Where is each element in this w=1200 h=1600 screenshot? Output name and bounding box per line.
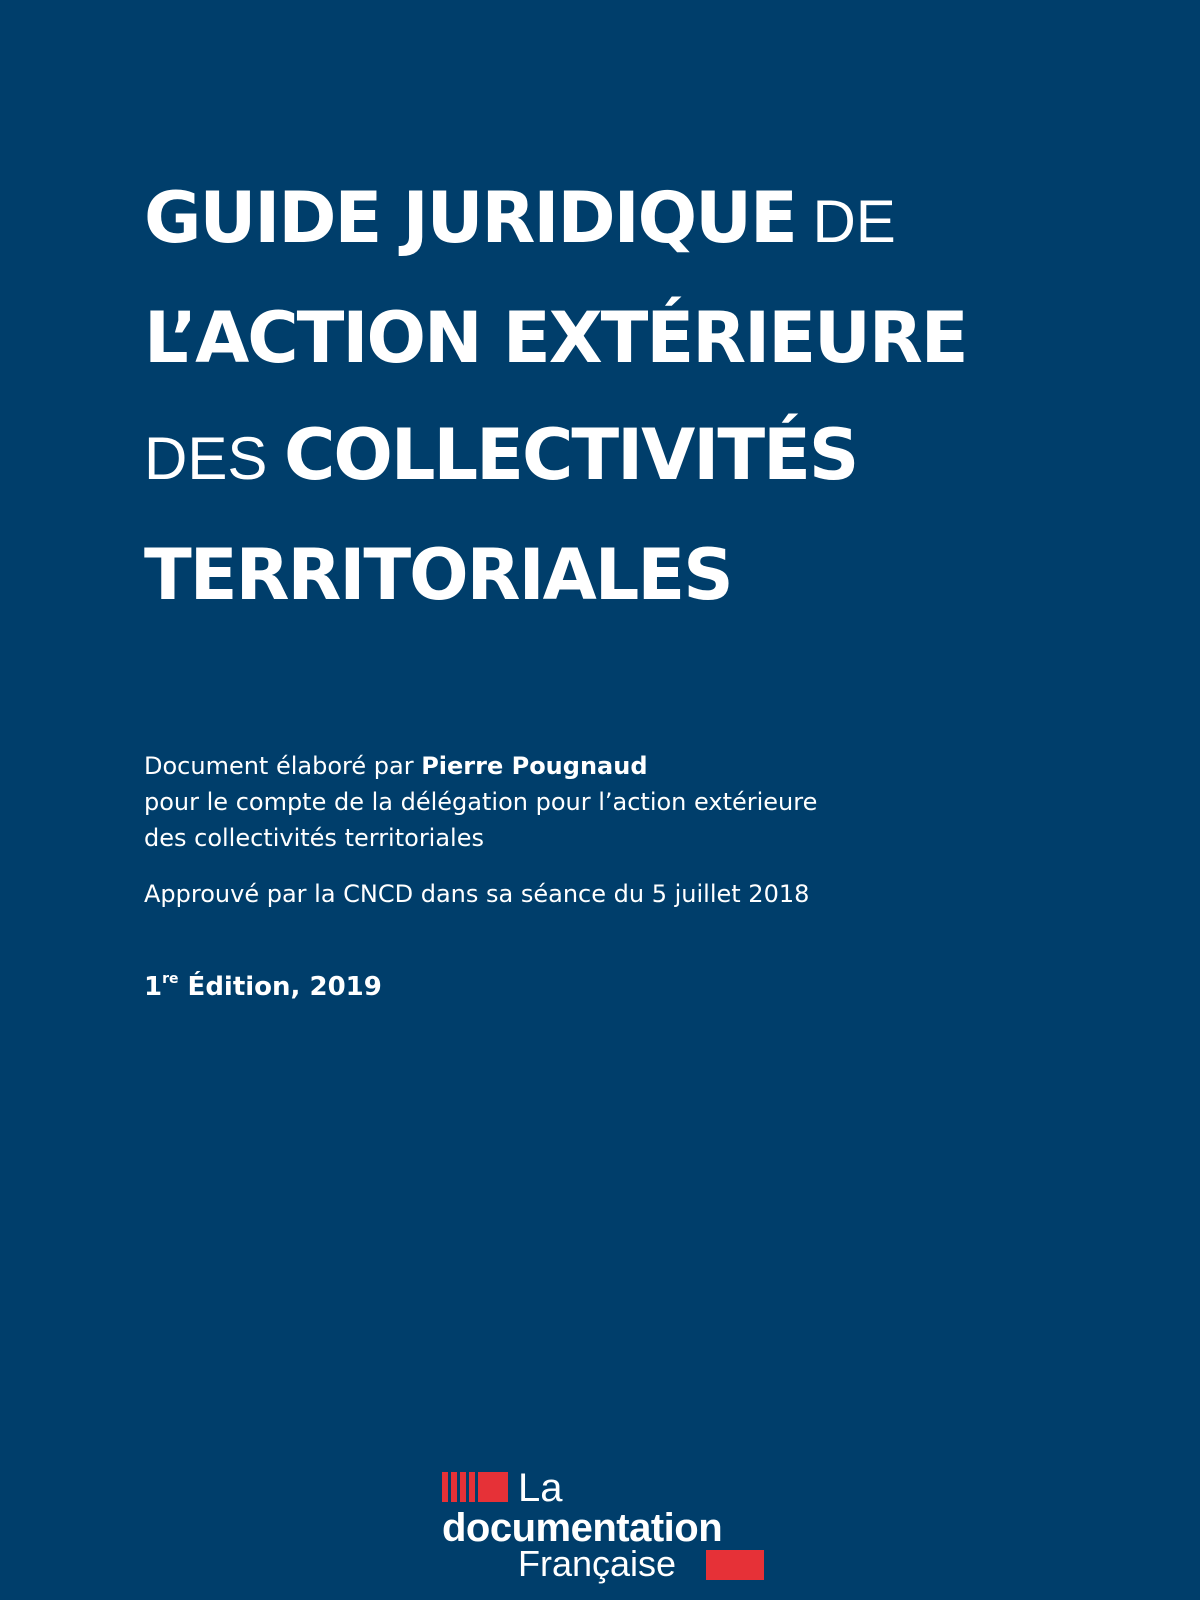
edition-number: 1	[144, 972, 163, 1002]
title-light-des: DES	[144, 425, 285, 492]
logo-text-francaise: Française	[518, 1543, 677, 1584]
title-bold-collectivites: COLLECTIVITÉS	[284, 414, 858, 496]
logo-stripes-icon	[442, 1472, 508, 1502]
logo-text-la: La	[518, 1466, 563, 1510]
edition-label	[144, 972, 382, 1002]
logo-stripe	[469, 1472, 475, 1502]
title-line-2	[144, 280, 1144, 397]
title-light-de: DE	[795, 188, 896, 255]
credits-line-3: des collectivités territoriales	[144, 824, 484, 852]
logo-stripe-wide	[478, 1472, 508, 1502]
title-line-4	[144, 517, 1144, 634]
credits-block	[144, 748, 1044, 912]
publisher-logo	[442, 1466, 782, 1584]
logo-stripe	[442, 1472, 448, 1502]
cover-title	[144, 160, 1144, 634]
title-bold-territoriales: TERRITORIALES	[144, 534, 732, 616]
title-bold-action-exterieure: L’ACTION EXTÉRIEURE	[144, 297, 967, 379]
credits-approval: Approuvé par la CNCD dans sa séance du 5 juillet 2018	[144, 880, 810, 908]
logo-stripe	[460, 1472, 466, 1502]
logo-red-block-icon	[706, 1550, 764, 1580]
edition-superscript: re	[162, 971, 179, 988]
credits-line-2: pour le compte de la délégation pour l’action extérieure	[144, 788, 818, 816]
title-bold-guide-juridique: GUIDE JURIDIQUE	[144, 177, 796, 259]
credits-author-line	[144, 748, 1044, 784]
credits-author-name: Pierre Pougnaud	[421, 752, 648, 780]
logo-text-documentation: documentation	[442, 1506, 723, 1550]
logo-stripe	[451, 1472, 457, 1502]
title-line-3	[144, 397, 1144, 517]
credits-prefix: Document élaboré par	[144, 752, 422, 780]
edition-text: Édition, 2019	[178, 972, 382, 1002]
title-line-1	[144, 160, 1144, 280]
